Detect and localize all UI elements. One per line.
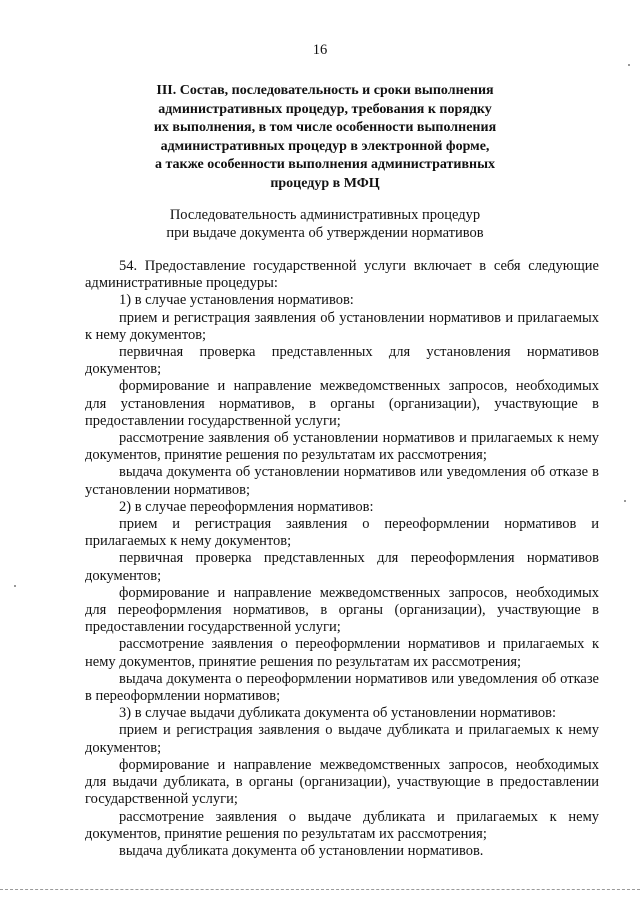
scan-speck	[628, 64, 630, 66]
section-heading	[130, 82, 520, 194]
section-heading-line: административных процедур, требования к порядку	[158, 101, 492, 117]
subheading-line: при выдаче документа об утверждении нормативов	[166, 225, 484, 241]
paragraph: выдача документа об установлении нормативов или уведомления об отказе в установлении нормативов;	[85, 464, 599, 498]
scan-edge-line	[0, 889, 640, 890]
scan-speck	[14, 585, 16, 587]
paragraph: рассмотрение заявления о выдаче дубликата и прилагаемых к нему документов, принятие решения по результатам их рассмотрения;	[85, 808, 599, 842]
paragraph: формирование и направление межведомственных запросов, необходимых для выдачи дубликата, в органы (организации), участвующие в предоставлении государственной услуги;	[85, 756, 599, 808]
paragraph: 3) в случае выдачи дубликата документа об установлении нормативов:	[119, 705, 557, 722]
paragraph: 1) в случае установления нормативов:	[119, 292, 354, 309]
paragraph: выдача документа о переоформлении нормативов или уведомления об отказе в переоформлении нормативов;	[85, 670, 599, 705]
section-heading-line: административных процедур в электронной форме,	[160, 138, 490, 154]
paragraph: рассмотрение заявления о переоформлении нормативов и прилагаемых к нему документов, принятие решения по результатам их рассмотрения;	[85, 636, 599, 670]
paragraph: выдача дубликата документа об установлении нормативов.	[119, 842, 484, 859]
paragraph: 2) в случае переоформления нормативов:	[119, 498, 374, 515]
subheading-line: Последовательность административных процедур	[169, 207, 481, 223]
paragraph: первичная проверка представленных для установления нормативов документов;	[85, 344, 599, 378]
section-heading-line: процедур в МФЦ	[270, 175, 380, 191]
paragraph: прием и регистрация заявления о переоформлении нормативов и прилагаемых к нему документов;	[85, 516, 599, 550]
section-heading-line: III. Состав, последовательность и сроки выполнения	[156, 83, 494, 98]
paragraph: рассмотрение заявления об установлении нормативов и прилагаемых к нему документов, принятие решения по результатам их рассмотрения;	[85, 430, 599, 464]
paragraph: 54. Предоставление государственной услуги включает в себя следующие административные процедуры:	[85, 258, 599, 292]
paragraph: первичная проверка представленных для переоформления нормативов документов;	[85, 550, 599, 584]
subheading	[120, 206, 530, 242]
scan-speck	[624, 500, 626, 502]
paragraph: прием и регистрация заявления о выдаче дубликата и прилагаемых к нему документов;	[85, 722, 599, 756]
page-number: 16	[312, 42, 328, 58]
paragraph: формирование и направление межведомственных запросов, необходимых для переоформления нормативов, в органы (организации), участвующие в предоставлении государственной услуги;	[85, 584, 599, 636]
paragraph: прием и регистрация заявления об установлении нормативов и прилагаемых к нему документов;	[85, 309, 599, 343]
section-heading-line: а также особенности выполнения административных	[154, 157, 496, 173]
body-text	[85, 258, 599, 860]
section-heading-line: их выполнения, в том числе особенности выполнения	[153, 120, 497, 136]
paragraph: формирование и направление межведомственных запросов, необходимых для установления нормативов, в органы (организации), участвующие в предоставлении государственной услуги;	[85, 378, 599, 429]
